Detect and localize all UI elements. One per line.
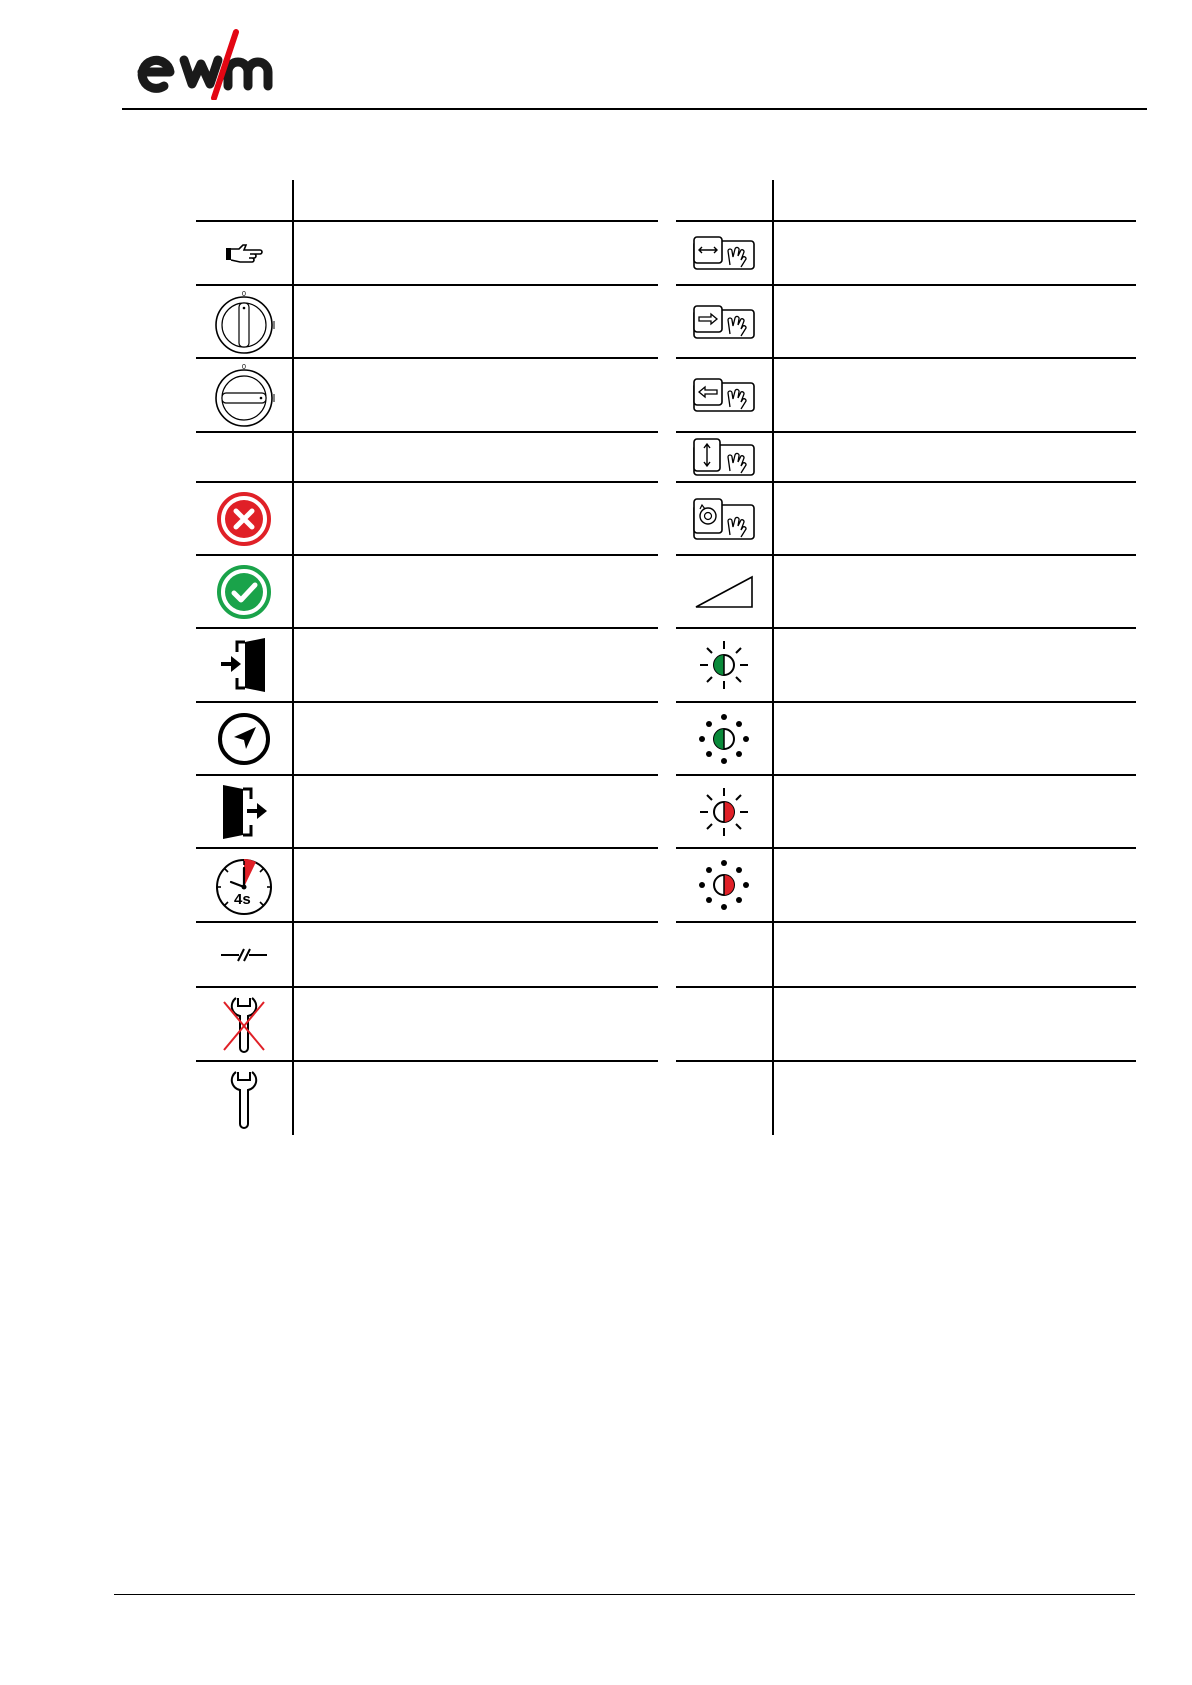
signal-light-red-flashing-icon <box>676 849 772 921</box>
signal-light-red-icon <box>676 776 772 847</box>
press-up-down-icon <box>676 433 772 481</box>
ewm-logo-icon <box>130 28 290 100</box>
svg-text:0: 0 <box>242 364 246 371</box>
correct-check-icon <box>196 556 292 627</box>
press-toggle-icon <box>676 222 772 284</box>
row-separator <box>676 986 1136 988</box>
svg-text:0: 0 <box>242 290 246 298</box>
tool-icon <box>196 1062 292 1135</box>
turn-press-icon <box>676 483 772 554</box>
ramp-icon <box>676 556 772 627</box>
footer-rule <box>114 1594 1135 1595</box>
column-divider-left <box>292 180 294 1135</box>
incorrect-x-icon <box>196 483 292 554</box>
no-tool-icon <box>196 988 292 1060</box>
header-rule <box>122 108 1147 110</box>
symbol-table <box>196 180 1136 1135</box>
interruption-icon <box>196 923 292 986</box>
signal-light-green-flashing-icon <box>676 703 772 774</box>
navigate-icon <box>196 703 292 774</box>
menu-exit-icon <box>196 776 292 847</box>
press-right-icon <box>676 286 772 357</box>
time-4s-label: 4s <box>234 891 251 908</box>
press-left-icon <box>676 359 772 431</box>
ewm-logo <box>130 28 290 100</box>
row-separator <box>676 921 1136 923</box>
time-4s-icon <box>196 849 292 921</box>
row-separator <box>196 431 658 433</box>
main-switch-on-icon <box>196 286 292 357</box>
row-separator <box>676 1060 1136 1062</box>
menu-entry-icon <box>196 629 292 701</box>
pointing-hand-icon <box>196 222 292 284</box>
column-divider-right <box>772 180 774 1135</box>
signal-light-green-icon <box>676 629 772 701</box>
main-switch-off-icon <box>196 359 292 431</box>
